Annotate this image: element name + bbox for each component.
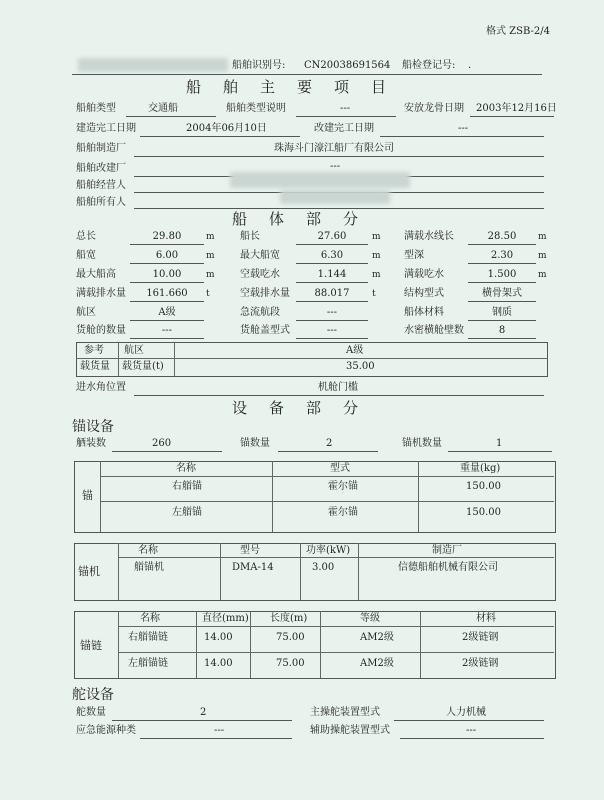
hull-unit: m [538, 270, 547, 280]
flood-label: 进水角位置 [76, 382, 126, 393]
winch-r1-name: 艏锚机 [134, 562, 164, 573]
underline [130, 338, 204, 339]
mod-label: 改建完工日期 [314, 123, 374, 134]
underline [468, 282, 536, 283]
builder-value: 珠海斗门濠江船厂有限公司 [274, 143, 394, 154]
rudder-main-value: 人力机械 [446, 707, 486, 718]
chain-h-diameter: 直径(mm) [202, 613, 249, 624]
hull-label: 船宽 [76, 250, 96, 261]
hull-value: 6.00 [155, 250, 179, 261]
rudder-aux-value: --- [466, 725, 477, 736]
winch-side-label: 锚机 [78, 565, 100, 578]
hull-value: 1.144 [317, 269, 347, 280]
ship-type-value: 交通船 [148, 103, 178, 114]
form-code: 格式 ZSB-2/4 [486, 26, 550, 37]
row-divider [118, 557, 554, 558]
anchor-winch-value: 1 [496, 438, 503, 449]
hull-value: 1.500 [487, 269, 517, 280]
rudder-emg-value: --- [214, 725, 225, 736]
chain-r2-diameter: 14.00 [204, 658, 233, 669]
ref-r2c2: 载货量(t) [122, 361, 164, 372]
anchor-h-name: 名称 [176, 463, 196, 474]
anchor-r1-weight: 150.00 [466, 481, 501, 492]
section-title-main: 船舶主要项目 [186, 78, 409, 96]
col-divider [320, 611, 321, 678]
col-divider [100, 461, 101, 532]
underline [130, 320, 204, 321]
rudder-main-label: 主操舵装置型式 [310, 707, 380, 718]
underline [134, 208, 544, 209]
hull-unit: m [206, 251, 215, 261]
hull-label: 满载吃水 [404, 269, 444, 280]
mod-value: --- [458, 123, 469, 134]
hull-value: --- [161, 325, 173, 336]
col-divider [358, 543, 359, 600]
col-divider [272, 461, 273, 532]
hull-value: 10.00 [152, 269, 182, 280]
hull-label: 结构型式 [404, 288, 444, 299]
hull-value: 钢质 [492, 307, 512, 318]
rudder-emg-label: 应急能源种类 [76, 725, 136, 736]
anchor-winch-label: 锚机数量 [402, 438, 442, 449]
hull-unit: m [538, 232, 547, 242]
chain-r2-name: 左艏锚链 [128, 658, 168, 669]
row-divider [118, 652, 554, 653]
anchor-r2-name: 左艏锚 [172, 507, 202, 518]
anchor-r1-type: 霍尔锚 [328, 481, 358, 492]
header-underline [72, 74, 542, 75]
hull-label: 货舱盖型式 [240, 325, 290, 336]
anchor-r2-type: 霍尔锚 [328, 507, 358, 518]
underline [130, 263, 204, 264]
chain-h-material: 材料 [476, 613, 496, 624]
underline [296, 282, 368, 283]
hull-unit: m [206, 232, 215, 242]
anchor-r1-name: 右艏锚 [172, 481, 202, 492]
ship-id-label: 船舶识别号: [232, 60, 286, 71]
chain-r1-diameter: 14.00 [204, 632, 233, 643]
reg-label: 船检登记号: [402, 60, 456, 71]
hull-label: 最大船宽 [240, 250, 280, 261]
underline [112, 451, 222, 452]
winch-h-model: 型号 [240, 545, 260, 556]
underline [134, 395, 544, 396]
chain-r1-grade: AM2级 [360, 632, 394, 643]
anchor-h-type: 型式 [330, 463, 350, 474]
hull-value: A级 [158, 307, 176, 318]
hull-label: 航区 [76, 307, 96, 318]
underline [468, 244, 536, 245]
col-divider [174, 342, 175, 376]
builder-label: 船舶制造厂 [76, 143, 126, 154]
ship-id-value: CN20038691564 [304, 60, 391, 71]
hull-value: 88.017 [314, 288, 350, 299]
chain-r1-length: 75.00 [276, 632, 305, 643]
underline [468, 301, 536, 302]
anchor-num-value: 260 [152, 438, 172, 449]
hull-unit: m [372, 251, 381, 261]
col-divider [300, 543, 301, 600]
hull-label: 最大船高 [76, 269, 116, 280]
winch-h-maker: 制造厂 [432, 545, 462, 556]
underline [448, 451, 552, 452]
anchor-num-label: 舾装数 [76, 438, 106, 449]
redacted-area [280, 190, 390, 204]
chain-r1-name: 右艏锚链 [128, 632, 168, 643]
hull-value: 29.80 [152, 231, 182, 242]
underline [296, 244, 368, 245]
underline [470, 116, 554, 117]
ref-c3: A级 [346, 345, 364, 356]
rebuilder-label: 船舶改建厂 [76, 163, 126, 174]
underline [380, 136, 544, 137]
underline [296, 320, 368, 321]
keel-label: 安放龙骨日期 [404, 103, 464, 114]
underline [296, 263, 368, 264]
underline [140, 738, 292, 739]
redacted-area [78, 58, 228, 72]
underline [112, 720, 292, 721]
reg-value: . [468, 60, 472, 71]
chain-r1-material: 2级链钢 [462, 632, 499, 643]
anchor-r2-weight: 150.00 [466, 507, 501, 518]
ref-c2: 航区 [124, 345, 144, 356]
rudder-cnt-label: 舵数量 [76, 707, 106, 718]
hull-label: 空载排水量 [240, 288, 290, 299]
hull-unit: t [206, 289, 210, 299]
row-divider [100, 501, 554, 502]
col-divider [220, 543, 221, 600]
hull-unit: m [538, 251, 547, 261]
hull-label: 船体材料 [404, 307, 444, 318]
anchor-h-weight: 重量(kg) [460, 463, 501, 474]
underline [468, 338, 536, 339]
rudder-cnt-value: 2 [200, 707, 207, 718]
winch-r1-maker: 信德船舶机械有限公司 [398, 562, 498, 573]
chain-h-name: 名称 [140, 613, 160, 624]
hull-label: 船长 [240, 231, 260, 242]
winch-h-name: 名称 [138, 545, 158, 556]
underline [394, 720, 544, 721]
col-divider [420, 611, 421, 678]
hull-unit: m [206, 270, 215, 280]
col-divider [118, 611, 119, 678]
underline [296, 116, 396, 117]
underline [296, 301, 368, 302]
hull-value: 27.60 [317, 231, 347, 242]
ref-r2c1: 载货量 [80, 361, 110, 372]
hull-value: --- [326, 325, 338, 336]
chain-r2-length: 75.00 [276, 658, 305, 669]
ref-r2c3: 35.00 [346, 361, 375, 372]
ref-c1: 参考 [84, 345, 104, 356]
row-divider [100, 476, 554, 477]
col-divider [418, 461, 419, 532]
type-desc-label: 船舶类型说明 [226, 103, 286, 114]
winch-h-power: 功率(kW) [306, 545, 351, 556]
hull-value: 横骨架式 [482, 288, 522, 299]
rudder-title: 舵设备 [72, 687, 114, 703]
underline [400, 738, 544, 739]
hull-value: 2.30 [490, 250, 514, 261]
keel-value: 2003年12月16日 [476, 103, 557, 114]
hull-label: 急流航段 [240, 307, 280, 318]
hull-label: 空载吃水 [240, 269, 280, 280]
hull-value: --- [326, 307, 338, 318]
owner-label: 船舶所有人 [76, 197, 126, 208]
underline [130, 244, 204, 245]
chain-h-length: 长度(m) [270, 613, 308, 624]
hull-value: 6.30 [320, 250, 344, 261]
hull-label: 货舱的数量 [76, 325, 126, 336]
winch-r1-model: DMA-14 [232, 562, 274, 573]
underline [296, 338, 368, 339]
section-title-hull: 船体部分 [232, 210, 381, 228]
hull-label: 水密横舱壁数 [404, 325, 464, 336]
chain-h-grade: 等级 [360, 613, 380, 624]
hull-unit: t [372, 289, 376, 299]
hull-value: 8 [498, 325, 506, 336]
built-value: 2004年06月10日 [186, 123, 267, 134]
operator-label: 船舶经营人 [76, 180, 126, 191]
underline [130, 282, 204, 283]
col-divider [118, 543, 119, 600]
type-desc-value: --- [340, 103, 351, 114]
anchor-cnt-label: 锚数量 [240, 438, 270, 449]
col-divider [250, 611, 251, 678]
hull-label: 型深 [404, 250, 424, 261]
section-title-equip: 设备部分 [232, 399, 381, 417]
chain-r2-grade: AM2级 [360, 658, 394, 669]
flood-value: 机舱门槛 [318, 382, 358, 393]
anchor-side-label: 锚 [82, 489, 93, 502]
hull-label: 总长 [76, 231, 96, 242]
anchor-cnt-value: 2 [326, 438, 333, 449]
rebuilder-value: --- [330, 161, 341, 172]
col-divider [196, 611, 197, 678]
redacted-area [230, 172, 410, 188]
underline [468, 320, 536, 321]
winch-r1-power: 3.00 [312, 562, 335, 573]
row-divider [118, 626, 554, 627]
underline [130, 301, 204, 302]
anchor-equip-title: 锚设备 [72, 419, 114, 435]
hull-unit: m [372, 270, 381, 280]
chain-side-label: 锚链 [80, 639, 102, 652]
col-divider [118, 342, 119, 376]
built-label: 建造完工日期 [76, 123, 136, 134]
chain-r2-material: 2级链钢 [462, 658, 499, 669]
rudder-aux-label: 辅助操舵装置型式 [310, 725, 390, 736]
hull-label: 满载水线长 [404, 231, 454, 242]
underline [278, 451, 378, 452]
hull-value: 161.660 [146, 288, 188, 299]
hull-label: 满载排水量 [76, 288, 126, 299]
underline [126, 116, 216, 117]
underline [134, 156, 544, 157]
underline [468, 263, 536, 264]
row-divider [76, 358, 548, 359]
hull-value: 28.50 [487, 231, 517, 242]
underline [140, 136, 300, 137]
ship-type-label: 船舶类型 [76, 103, 116, 114]
hull-unit: m [372, 232, 381, 242]
